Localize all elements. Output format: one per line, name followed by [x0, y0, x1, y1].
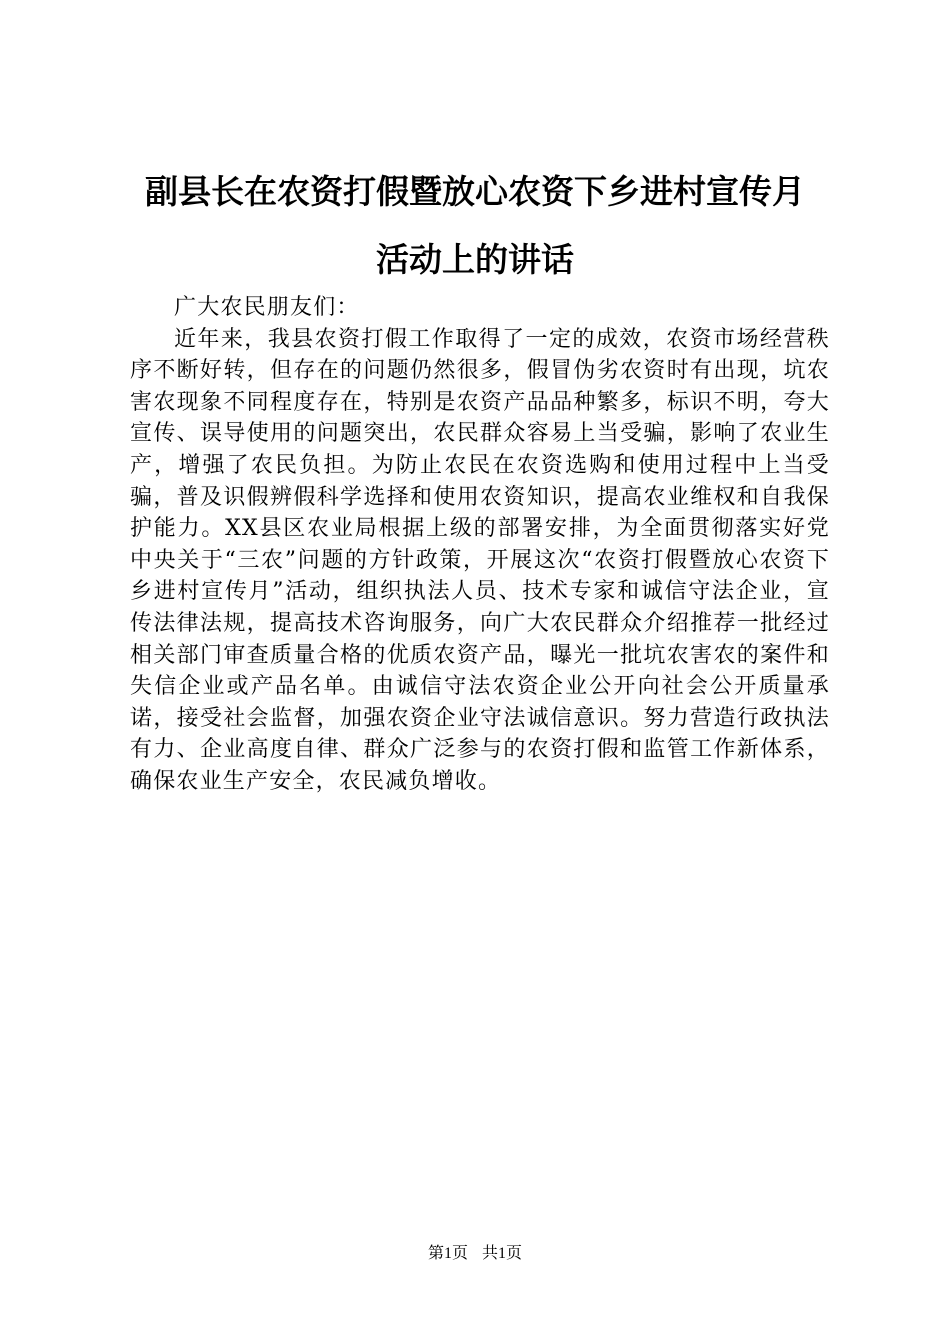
page-number-total: 共1页	[482, 1245, 523, 1262]
page-number-current: 第1页	[427, 1245, 468, 1262]
page-footer	[0, 1243, 950, 1265]
body-paragraph: 近年来，我县农资打假工作取得了一定的成效，农资市场经营秩序不断好转，但存在的问题仍然很多，假冒伪劣农资时有出现，坑农害农现象不同程度存在，特别是农资产品品种繁多，标识不明，夸大宣传、误导使用的问题突出，农民群众容易上当受骗，影响了农业生产，增强了农民负担。为防止农民在农资选购和使用过程中上当受骗，普及识假辨假科学选择和使用农资知识，提高农业维权和自我保护能力。XX县区农业局根据上级的部署安排，为全面贯彻落实好党中央关于“三农”问题的方针政策，开展这次“农资打假暨放心农资下乡进村宣传月”活动，组织执法人员、技术专家和诚信守法企业，宣传法律法规，提高技术咨询服务，向广大农民群众介绍推荐一批经过相关部门审查质量合格的优质农资产品，曝光一批坑农害农的案件和失信企业或产品名单。由诚信守法农资企业公开向社会公开质量承诺，接受社会监督，加强农资企业守法诚信意识。努力营造行政执法有力、企业高度自律、群众广泛参与的农资打假和监管工作新体系，确保农业生产安全，农民减负增收。	[130, 326, 830, 794]
title-line-1: 副县长在农资打假暨放心农资下乡进村宣传月	[145, 172, 805, 211]
document-title	[120, 158, 830, 294]
salutation: 广大农民朋友们：	[174, 295, 360, 320]
document-body	[130, 292, 830, 798]
title-line-2: 活动上的讲话	[376, 240, 574, 279]
